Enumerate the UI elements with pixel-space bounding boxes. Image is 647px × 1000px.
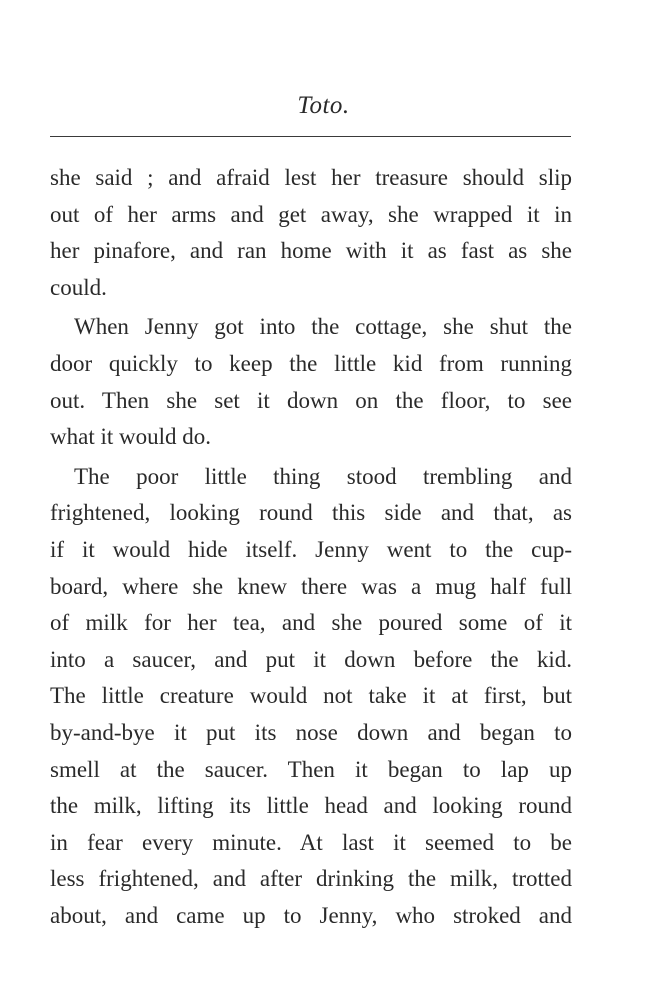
- text-line: she said ; and afraid lest her treasure should slip: [50, 165, 572, 190]
- running-head-title: Toto.: [297, 92, 350, 119]
- text-line: out of her arms and get away, she wrapped it in: [50, 201, 572, 227]
- text-line: about, and came up to Jenny, who stroked and: [50, 902, 572, 928]
- text-line: The poor little thing stood trembling and: [74, 463, 572, 489]
- text-line: The little creature would not take it at first, but: [50, 683, 572, 709]
- text-line: could.: [50, 274, 107, 300]
- text-line: if it would hide itself. Jenny went to the cup-: [50, 536, 572, 562]
- text-line: When Jenny got into the cottage, she shut the: [74, 314, 572, 340]
- text-line: board, where she knew there was a mug half full: [50, 573, 572, 599]
- body-text: [50, 160, 572, 934]
- text-line: into a saucer, and put it down before the kid.: [50, 646, 572, 672]
- text-line: frightened, looking round this side and that, as: [50, 500, 572, 526]
- text-line: what it would do.: [50, 424, 211, 450]
- text-line: door quickly to keep the little kid from running: [50, 350, 572, 376]
- text-line: smell at the saucer. Then it began to lap up: [50, 756, 572, 782]
- text-line: the milk, lifting its little head and looking round: [50, 793, 572, 819]
- header-rule: [50, 136, 571, 137]
- text-line: less frightened, and after drinking the milk, trotted: [50, 866, 572, 892]
- text-line: of milk for her tea, and she poured some of it: [50, 610, 572, 636]
- text-line: by-and-bye it put its nose down and began to: [50, 719, 572, 745]
- text-line: her pinafore, and ran home with it as fast as she: [50, 238, 572, 264]
- text-line: in fear every minute. At last it seemed to be: [50, 829, 572, 855]
- text-line: out. Then she set it down on the floor, to see: [50, 387, 572, 413]
